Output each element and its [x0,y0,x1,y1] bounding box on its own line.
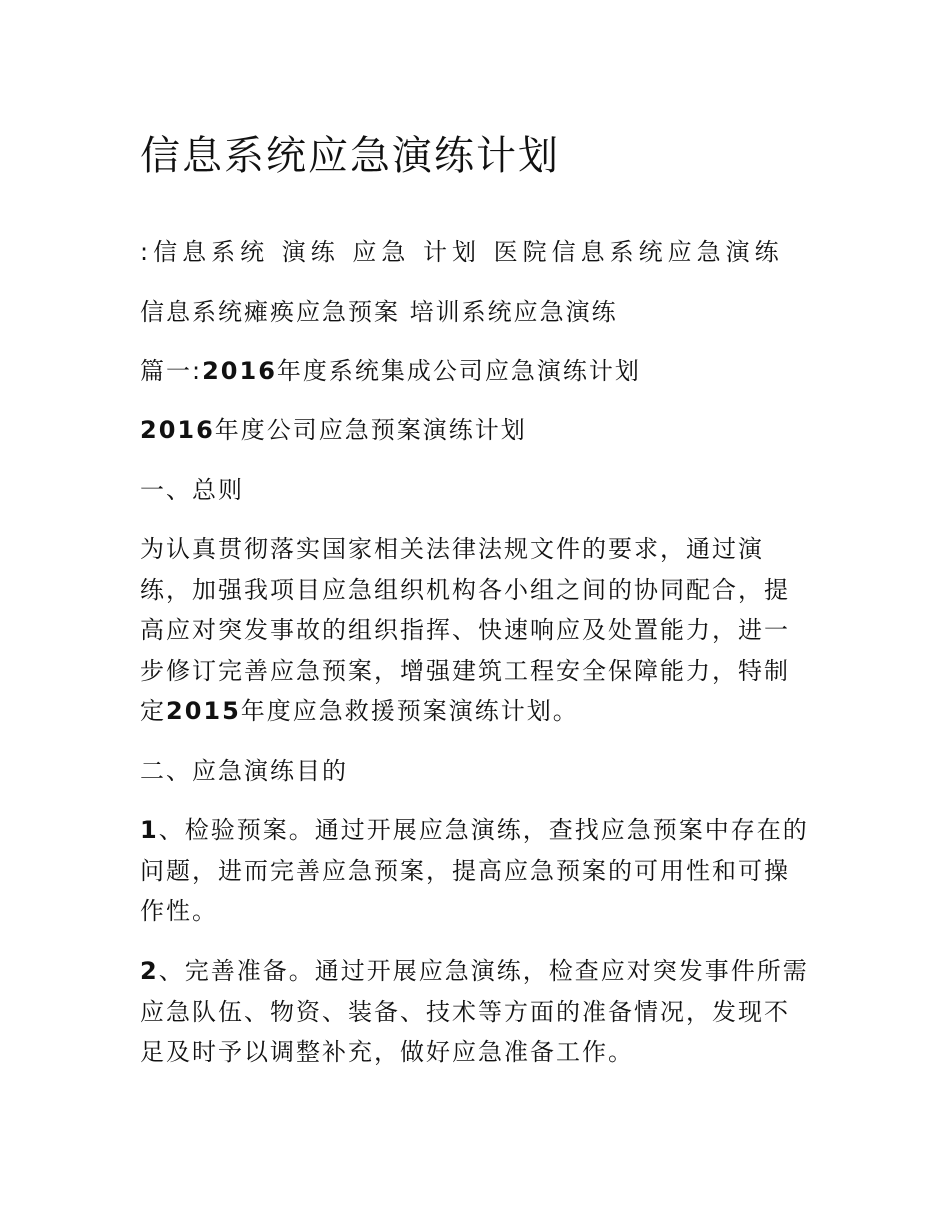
section-1-body-text: 为认真贯彻落实国家相关法律法规文件的要求，通过演练，加强我项目应急组织机构各小组之间的协同配合，提高应对突发事故的组织指挥、快速响应及处置能力，进一步修订完善应急预案，增强建筑工程安全保障能力，特制定 [140,535,790,725]
document-title: 信息系统应急演练计划 [140,133,560,179]
section-1-body-year: 2015 [166,697,241,725]
chapter-heading [140,351,641,391]
list-item-2 [140,951,812,1073]
subtitle-year: 2016 [140,416,215,444]
subtitle-text: 年度公司应急预案演练计划 [214,416,527,444]
keywords-line-1: :信息系统 演练 应急 计划 医院信息系统应急演练 [140,238,784,266]
chapter-year: 2016 [202,357,277,385]
keywords-line-2: 信息系统瘫痪应急预案 培训系统应急演练 [140,298,618,326]
list-item-1-number: 1 [140,816,159,844]
chapter-prefix: 篇一: [140,357,203,385]
list-item-2-number: 2 [140,957,159,985]
chapter-title: 年度系统集成公司应急演练计划 [276,357,641,385]
section-1-body-end: 年度应急救援预案演练计划。 [240,697,579,725]
list-item-2-text: 、完善准备。通过开展应急演练，检查应对突发事件所需应急队伍、物资、装备、技术等方面的准备情况，发现不足及时予以调整补充，做好应急准备工作。 [140,957,809,1066]
section-1-body [140,529,812,732]
list-item-1-text: 、检验预案。通过开展应急演练，查找应急预案中存在的问题，进而完善应急预案，提高应急预案的可用性和可操作性。 [140,816,809,925]
plan-subtitle [140,410,527,450]
section-2-heading: 二、应急演练目的 [140,757,348,785]
section-1-heading: 一、总则 [140,476,244,504]
list-item-1 [140,810,812,932]
